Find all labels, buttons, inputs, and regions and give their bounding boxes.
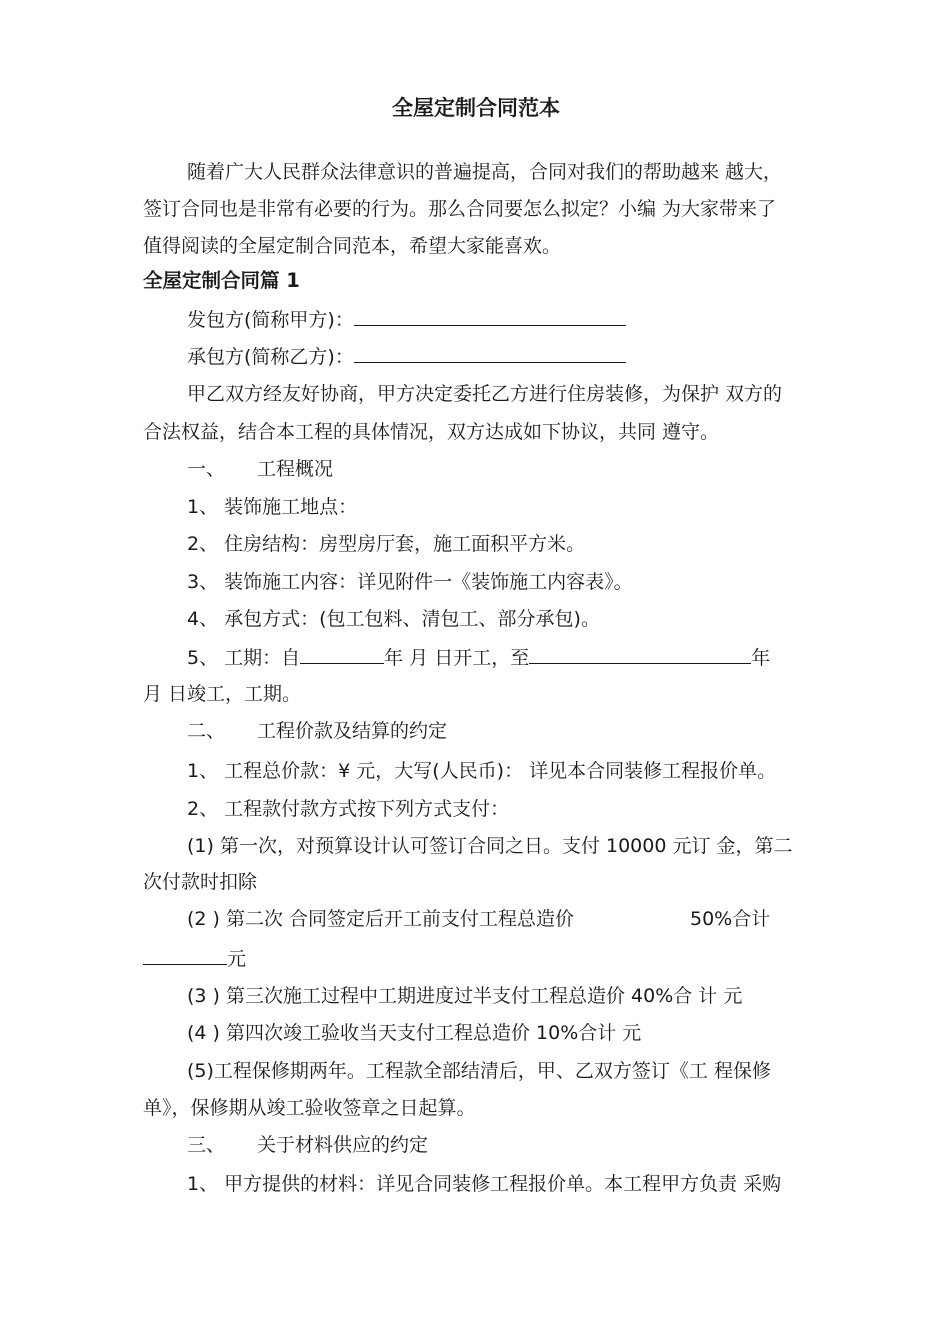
s1-item-2: 2、 住房结构：房型房厅套，施工面积平方米。 [187,533,586,555]
s2-pay-3: (3 ) 第三次施工过程中工期进度过半支付工程总造价 40%合 计 元 [187,985,743,1007]
preamble-line-1: 甲乙双方经友好协商，甲方决定委托乙方进行住房装修，为保护 双方的 [187,383,783,405]
s3-item-1: 1、 甲方提供的材料：详见合同装修工程报价单。本工程甲方负责 采购 [187,1173,782,1195]
s2-pay-5-line-2: 单》，保修期从竣工验收签章之日起算。 [143,1097,476,1119]
item5-end-blank [529,645,751,664]
s1-item-5-cont: 月 日竣工，工期。 [143,683,302,705]
s2-item-1: 1、 工程总价款：¥ 元，大写(人民币)： 详见本合同装修工程报价单。 [187,760,777,782]
party-a-blank [354,307,626,326]
s2-pay-2-right: 50%合计 [690,908,771,930]
s1-title: 工程概况 [257,458,334,480]
party-b-line [187,344,626,369]
intro-line-1: 随着广大人民群众法律意识的普遍提高，合同对我们的帮助越来 越大， [187,161,783,183]
party-a-label: 发包方(简称甲方)： [187,309,354,331]
pay2-unit: 元 [227,948,247,970]
s2-number: 二、 [187,720,226,742]
item5-end: 年 [751,647,771,669]
party-b-blank [354,344,626,363]
s3-title: 关于材料供应的约定 [257,1134,429,1156]
item5-prefix: 5、 工期：自 [187,647,301,669]
s2-title: 工程价款及结算的约定 [257,720,448,742]
party-b-label: 承包方(简称乙方)： [187,346,354,368]
s1-item-1: 1、 装饰施工地点： [187,496,358,518]
s2-pay-1-line-1: (1) 第一次，对预算设计认可签订合同之日。支付 10000 元订 金，第二 [187,835,793,857]
s1-number: 一、 [187,458,226,480]
party-a-line [187,307,626,332]
s2-pay-2-cont [143,946,246,971]
intro-line-2: 签订合同也是非常有必要的行为。那么合同要怎么拟定？小编 为大家带来了 [143,198,777,220]
intro-line-3: 值得阅读的全屋定制合同范本，希望大家能喜欢。 [143,235,562,257]
s2-pay-2-left: (2 ) 第二次 合同签定后开工前支付工程总造价 [187,908,575,930]
item5-year-blank [300,645,384,664]
section-heading: 全屋定制合同篇 1 [143,269,300,292]
s2-pay-5-line-1: (5)工程保修期两年。工程款全部结清后，甲、乙双方签订《工 程保修 [187,1060,771,1082]
item5-mid: 年 月 日开工，至 [384,647,530,669]
s3-number: 三、 [187,1134,226,1156]
pay2-amount-blank [143,946,227,965]
s2-item-2: 2、 工程款付款方式按下列方式支付： [187,798,510,820]
s1-item-4: 4、 承包方式：(包工包料、清包工、部分承包)。 [187,608,600,630]
document-title: 全屋定制合同范本 [392,96,560,120]
s1-item-3: 3、 装饰施工内容：详见附件一《装饰施工内容表》。 [187,571,633,593]
s1-item-5 [187,645,770,670]
preamble-line-2: 合法权益，结合本工程的具体情况，双方达成如下协议，共同 遵守。 [143,421,720,443]
s2-pay-1-line-2: 次付款时扣除 [143,871,258,893]
s2-pay-4: (4 ) 第四次竣工验收当天支付工程总造价 10%合计 元 [187,1022,642,1044]
